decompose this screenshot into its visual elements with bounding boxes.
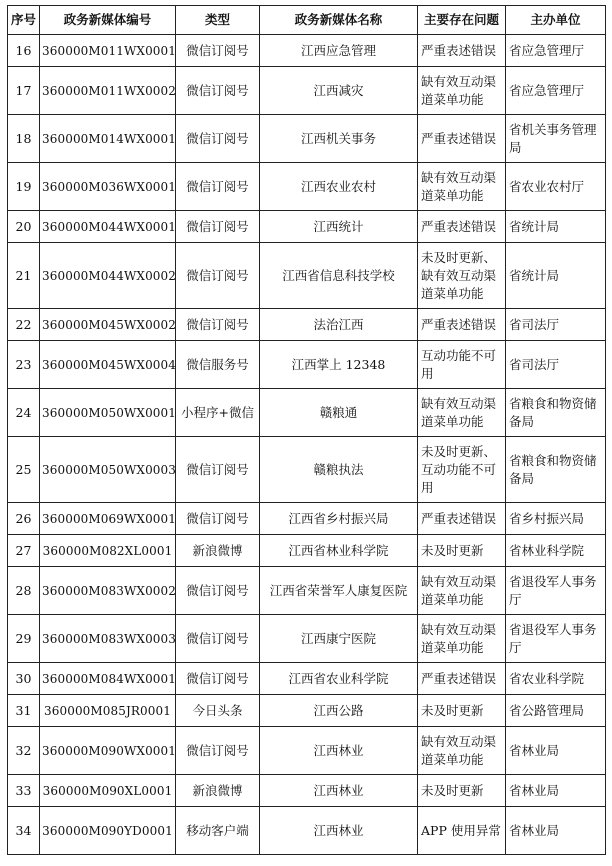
cell-type: 新浪微博 (176, 775, 260, 807)
cell-no: 26 (8, 503, 40, 535)
cell-type: 微信订阅号 (176, 67, 260, 115)
cell-code: 360000M082XL0001 (40, 535, 176, 567)
cell-org: 省统计局 (506, 211, 606, 243)
cell-name: 江西林业 (260, 727, 418, 775)
cell-name: 江西机关事务 (260, 115, 418, 163)
header-code: 政务新媒体编号 (40, 6, 176, 35)
cell-type: 微信订阅号 (176, 615, 260, 663)
header-org: 主办单位 (506, 6, 606, 35)
cell-name: 江西农业农村 (260, 163, 418, 211)
cell-name: 江西省农业科学院 (260, 663, 418, 695)
cell-type: 微信订阅号 (176, 567, 260, 615)
cell-issue: APP 使用异常 (418, 807, 506, 855)
cell-no: 24 (8, 389, 40, 437)
cell-no: 27 (8, 535, 40, 567)
cell-type: 今日头条 (176, 695, 260, 727)
cell-code: 360000M084WX0001 (40, 663, 176, 695)
cell-issue: 未及时更新 (418, 695, 506, 727)
cell-issue: 严重表述错误 (418, 115, 506, 163)
table-row (8, 727, 606, 775)
cell-name: 江西林业 (260, 807, 418, 855)
cell-issue: 未及时更新、缺有效互动渠道菜单功能 (418, 243, 506, 309)
cell-no: 32 (8, 727, 40, 775)
header-issue: 主要存在问题 (418, 6, 506, 35)
cell-org: 省统计局 (506, 243, 606, 309)
cell-code: 360000M044WX0001 (40, 211, 176, 243)
cell-no: 28 (8, 567, 40, 615)
cell-code: 360000M011WX0002 (40, 67, 176, 115)
cell-org: 省农业科学院 (506, 663, 606, 695)
cell-name: 江西统计 (260, 211, 418, 243)
table-row (8, 615, 606, 663)
cell-type: 微信订阅号 (176, 243, 260, 309)
cell-name: 江西应急管理 (260, 35, 418, 67)
cell-no: 22 (8, 309, 40, 341)
cell-org: 省乡村振兴局 (506, 503, 606, 535)
cell-code: 360000M050WX0003 (40, 437, 176, 503)
cell-type: 微信订阅号 (176, 727, 260, 775)
cell-issue: 未及时更新 (418, 775, 506, 807)
table-row (8, 341, 606, 389)
cell-org: 省粮食和物资储备局 (506, 389, 606, 437)
cell-org: 省应急管理厅 (506, 67, 606, 115)
header-name: 政务新媒体名称 (260, 6, 418, 35)
cell-org: 省司法厅 (506, 341, 606, 389)
table-header (8, 6, 606, 35)
cell-org: 省应急管理厅 (506, 35, 606, 67)
cell-name: 江西掌上 12348 (260, 341, 418, 389)
cell-type: 微信订阅号 (176, 503, 260, 535)
cell-issue: 严重表述错误 (418, 663, 506, 695)
table-row (8, 437, 606, 503)
cell-issue: 缺有效互动渠道菜单功能 (418, 67, 506, 115)
cell-no: 34 (8, 807, 40, 855)
cell-org: 省司法厅 (506, 309, 606, 341)
cell-type: 微信订阅号 (176, 309, 260, 341)
cell-code: 360000M090YD0001 (40, 807, 176, 855)
cell-issue: 严重表述错误 (418, 211, 506, 243)
cell-code: 360000M083WX0002 (40, 567, 176, 615)
cell-org: 省粮食和物资储备局 (506, 437, 606, 503)
table-row (8, 775, 606, 807)
cell-no: 25 (8, 437, 40, 503)
table-wrapper (7, 5, 606, 855)
cell-code: 360000M069WX0001 (40, 503, 176, 535)
cell-no: 30 (8, 663, 40, 695)
cell-no: 20 (8, 211, 40, 243)
cell-issue: 未及时更新、互动功能不可用 (418, 437, 506, 503)
header-no: 序号 (8, 6, 40, 35)
cell-name: 江西康宁医院 (260, 615, 418, 663)
cell-issue: 未及时更新 (418, 535, 506, 567)
cell-name: 江西省乡村振兴局 (260, 503, 418, 535)
cell-type: 移动客户端 (176, 807, 260, 855)
cell-name: 江西林业 (260, 775, 418, 807)
cell-name: 江西公路 (260, 695, 418, 727)
cell-code: 360000M083WX0003 (40, 615, 176, 663)
cell-code: 360000M045WX0002 (40, 309, 176, 341)
cell-name: 江西省信息科技学校 (260, 243, 418, 309)
cell-issue: 缺有效互动渠道菜单功能 (418, 615, 506, 663)
gov-new-media-table (7, 5, 606, 855)
table-row (8, 67, 606, 115)
cell-no: 31 (8, 695, 40, 727)
cell-no: 33 (8, 775, 40, 807)
cell-org: 省公路管理局 (506, 695, 606, 727)
cell-name: 赣粮执法 (260, 437, 418, 503)
table-row (8, 309, 606, 341)
cell-name: 法治江西 (260, 309, 418, 341)
cell-type: 微信订阅号 (176, 115, 260, 163)
cell-code: 360000M090XL0001 (40, 775, 176, 807)
cell-org: 省退役军人事务厅 (506, 567, 606, 615)
table-row (8, 663, 606, 695)
cell-name: 江西省荣誉军人康复医院 (260, 567, 418, 615)
cell-type: 微信订阅号 (176, 663, 260, 695)
cell-issue: 缺有效互动渠道菜单功能 (418, 727, 506, 775)
table-row (8, 503, 606, 535)
cell-org: 省机关事务管理局 (506, 115, 606, 163)
table-row (8, 807, 606, 855)
cell-type: 微信订阅号 (176, 437, 260, 503)
cell-type: 微信服务号 (176, 341, 260, 389)
cell-type: 微信订阅号 (176, 163, 260, 211)
table-body (8, 35, 606, 855)
cell-type: 小程序+微信 (176, 389, 260, 437)
cell-code: 360000M085JR0001 (40, 695, 176, 727)
header-row (8, 6, 606, 35)
table-row (8, 115, 606, 163)
table-row (8, 695, 606, 727)
cell-org: 省农业农村厅 (506, 163, 606, 211)
cell-issue: 互动功能不可用 (418, 341, 506, 389)
cell-issue: 缺有效互动渠道菜单功能 (418, 163, 506, 211)
cell-org: 省林业局 (506, 807, 606, 855)
cell-type: 微信订阅号 (176, 35, 260, 67)
cell-code: 360000M011WX0001 (40, 35, 176, 67)
table-row (8, 243, 606, 309)
cell-code: 360000M014WX0001 (40, 115, 176, 163)
table-row (8, 567, 606, 615)
cell-issue: 缺有效互动渠道菜单功能 (418, 389, 506, 437)
cell-no: 18 (8, 115, 40, 163)
header-type: 类型 (176, 6, 260, 35)
table-row (8, 163, 606, 211)
cell-issue: 严重表述错误 (418, 503, 506, 535)
cell-org: 省林业局 (506, 727, 606, 775)
cell-type: 微信订阅号 (176, 211, 260, 243)
cell-no: 21 (8, 243, 40, 309)
cell-code: 360000M045WX0004 (40, 341, 176, 389)
cell-org: 省退役军人事务厅 (506, 615, 606, 663)
cell-name: 赣粮通 (260, 389, 418, 437)
cell-code: 360000M044WX0002 (40, 243, 176, 309)
cell-code: 360000M050WX0001 (40, 389, 176, 437)
cell-code: 360000M090WX0001 (40, 727, 176, 775)
cell-name: 江西省林业科学院 (260, 535, 418, 567)
cell-issue: 缺有效互动渠道菜单功能 (418, 567, 506, 615)
cell-no: 29 (8, 615, 40, 663)
table-row (8, 535, 606, 567)
table-row (8, 35, 606, 67)
cell-type: 新浪微博 (176, 535, 260, 567)
cell-name: 江西减灾 (260, 67, 418, 115)
cell-issue: 严重表述错误 (418, 35, 506, 67)
table-row (8, 389, 606, 437)
cell-code: 360000M036WX0001 (40, 163, 176, 211)
cell-no: 23 (8, 341, 40, 389)
cell-no: 16 (8, 35, 40, 67)
cell-org: 省林业局 (506, 775, 606, 807)
table-row (8, 211, 606, 243)
cell-issue: 严重表述错误 (418, 309, 506, 341)
cell-no: 17 (8, 67, 40, 115)
cell-no: 19 (8, 163, 40, 211)
cell-org: 省林业科学院 (506, 535, 606, 567)
